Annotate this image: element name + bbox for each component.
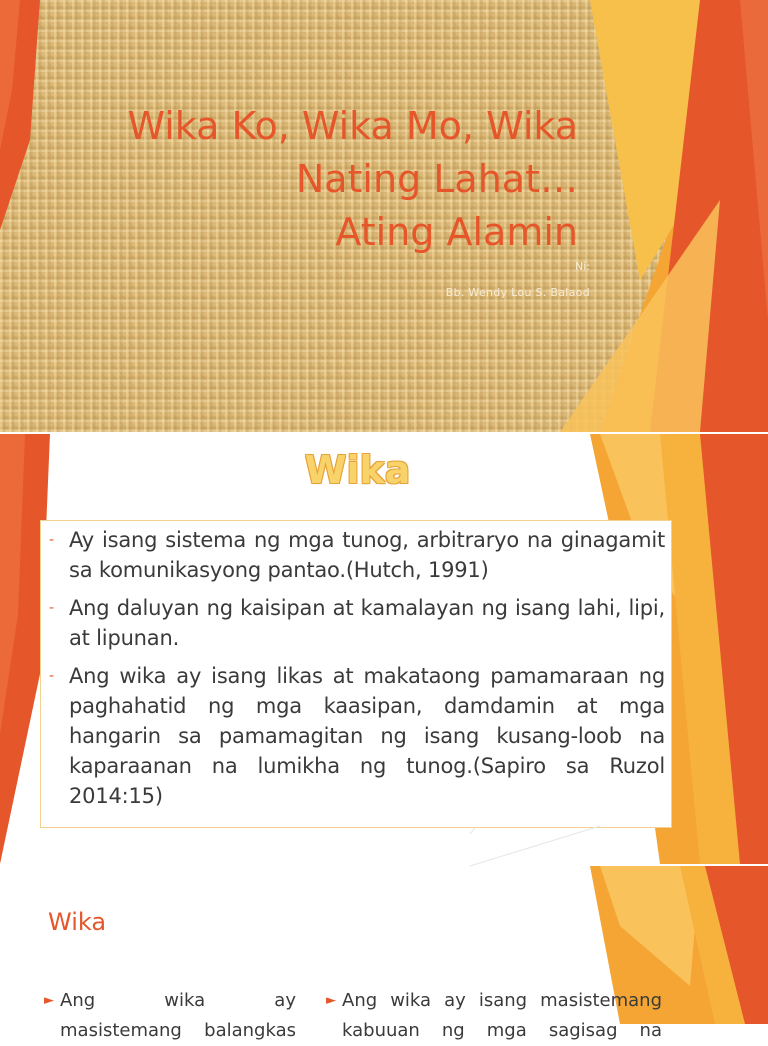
author-name: Bb. Wendy Lou S. Balaod xyxy=(445,286,590,299)
left-bullet xyxy=(44,986,296,1046)
definition-text: Ay isang sistema ng mga tunog, arbitraryo na ginagamit sa komunikasyong pantao.(Hutch, 1991) xyxy=(69,528,665,582)
slide-wika-definitions xyxy=(0,434,768,864)
definition-text: Ang daluyan ng kaisipan at kamalayan ng isang lahi, lipi, at lipunan. xyxy=(69,596,665,650)
definition-item xyxy=(47,661,665,811)
slide2-title: Wika xyxy=(304,448,411,492)
right-bullet xyxy=(326,986,662,1046)
slide-wika-characteristics xyxy=(0,866,768,1041)
definition-text: Ang wika ay isang likas at makataong pamamaraan ng paghahatid ng mga kaasipan, damdamin at mga hangarin sa pamamagitan ng isang kusang-loob na kaparaanan na lumikha ng tunog.(Sapiro sa Ruzol 2014:15) xyxy=(69,664,665,808)
slide-title xyxy=(0,0,768,432)
by-label: Ni: xyxy=(575,260,590,273)
title-line-1: Wika Ko, Wika Mo, Wika xyxy=(127,104,578,148)
slide3-title: Wika xyxy=(48,908,107,936)
title-line-2: Nating Lahat… xyxy=(295,157,578,201)
definition-item xyxy=(47,593,665,653)
dash-bullet: - xyxy=(49,600,55,616)
left-bullet-text: Ang wika ay masistemang balangkas xyxy=(60,990,296,1041)
right-bullet-text: Ang wika ay isang masistemang kabuuan ng mga sagisag na xyxy=(342,990,662,1041)
dash-bullet: - xyxy=(49,668,55,684)
dash-bullet: - xyxy=(49,532,55,548)
title-line-3: Ating Alamin xyxy=(335,210,578,254)
definition-item xyxy=(47,525,665,585)
presentation-title xyxy=(58,100,578,259)
definitions-box xyxy=(40,520,672,828)
arrow-bullet-icon: ► xyxy=(326,993,336,1008)
arrow-bullet-icon: ► xyxy=(44,993,54,1008)
